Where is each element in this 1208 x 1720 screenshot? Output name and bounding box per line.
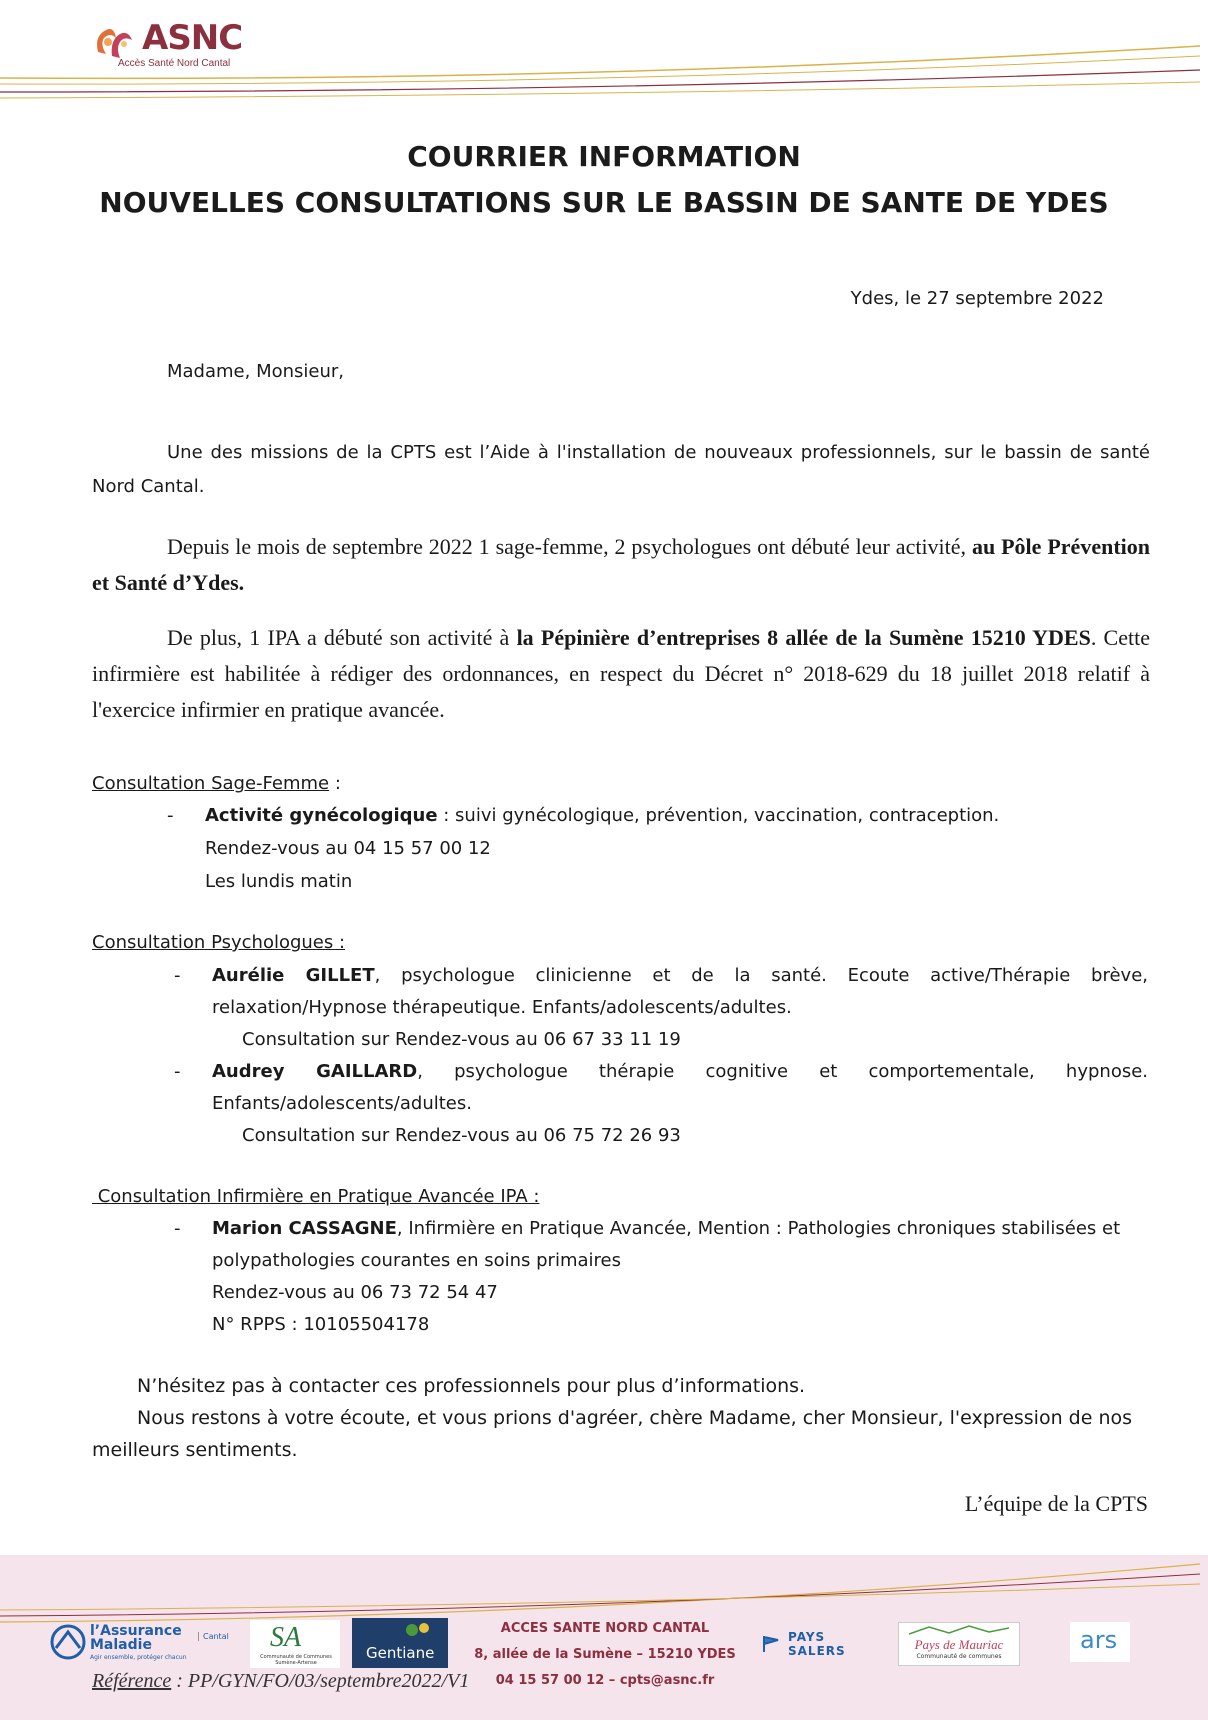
ars-text: ars [1080,1626,1118,1654]
sage-femme-item [205,800,1145,832]
salers-text-2: SALERS [788,1644,846,1658]
closing-line-2: Nous restons à votre écoute, et vous prions d'agréer, chère Madame, cher Monsieur, l'expression de nos meilleurs sentiments. [92,1407,1133,1461]
sumene-artense-logo [250,1620,340,1668]
sage-femme-heading-suffix: : [329,773,341,794]
sage-femme-hours: Les lundis matin [205,871,353,892]
psy-2-desc: , psychologue thérapie cognitive et comportementale, hypnose. Enfants/adolescents/adultes. [212,1061,1148,1114]
psy-1-dash: - [174,965,181,986]
salers-flag-icon [762,1634,782,1654]
closing-line-1: N’hésitez pas à contacter ces professionnels pour plus d’informations. [137,1375,806,1397]
psy-2-dash: - [174,1061,181,1082]
ipa-rpps: N° RPPS : 10105504178 [212,1314,430,1335]
ipa-heading: Consultation Infirmière en Pratique Avancée IPA : [92,1186,540,1207]
signature: L’équipe de la CPTS [964,1491,1148,1516]
reference-value: : PP/GYN/FO/03/septembre2022/V1 [171,1670,470,1692]
reference [92,1670,469,1693]
sa-subtitle: Communauté de Communes Sumène-Artense [260,1654,332,1666]
gentiane-logo [352,1618,448,1668]
mauriac-hills-icon [909,1625,1009,1635]
psy-2-rdv: Consultation sur Rendez-vous au 06 75 72 26 93 [242,1125,681,1146]
paragraph-ipa-bold: la Pépinière d’entreprises 8 allée de la Sumène 15210 YDES [516,625,1091,650]
paragraph-pole-text: Depuis le mois de septembre 2022 1 sage-femme, 2 psychologues ont débuté leur activité, [167,534,972,559]
sa-text: SA [270,1622,302,1653]
footer-contact: 04 15 57 00 12 – cpts@asnc.fr [495,1673,715,1688]
letter-date: Ydes, le 27 septembre 2022 [850,288,1104,309]
footer-org-name: ACCES SANTE NORD CANTAL [500,1621,710,1636]
ipa-dash: - [174,1218,181,1239]
ars-logo [1070,1622,1130,1662]
reference-label: Référence [92,1670,172,1692]
sage-femme-item-text: : suivi gynécologique, prévention, vaccination, contraception. [437,805,1000,826]
ipa-name: Marion CASSAGNE [212,1218,397,1239]
salers-text-1: PAYS [788,1630,826,1644]
logo-subtitle: Accès Santé Nord Cantal [118,58,231,69]
sage-femme-item-bold: Activité gynécologique [205,805,438,826]
ipa-item [212,1213,1148,1277]
assurance-maladie-icon [48,1622,88,1662]
psy-1-item [212,960,1148,1024]
intro-paragraph: Une des missions de la CPTS est l’Aide à l'installation de nouveaux professionnels, sur le bassin de santé Nord Cantal. [92,442,1150,497]
assurance-maladie-logo [48,1622,229,1662]
title-line-1: COURRIER INFORMATION [407,140,801,173]
cantal-label: Cantal [198,1632,229,1641]
psy-2-item [212,1056,1148,1120]
paragraph-ipa-text2: . Cette infirmière est habilitée à rédiger des ordonnances, en respect du Décret n° 2018-629 du 18 juillet 2018 relatif à l'exercice infirmier en pratique avancée. [92,625,1150,722]
footer-address: 8, allée de la Sumène – 15210 YDES [474,1647,736,1662]
gentiane-flower-icon [402,1620,442,1640]
assurance-text: l’Assurance [90,1623,182,1639]
ipa-phone: Rendez-vous au 06 73 72 54 47 [212,1282,498,1303]
sage-femme-dash: - [167,805,174,826]
mauriac-subtitle: Communauté de communes [916,1653,1002,1660]
footer-org-block [440,1616,770,1694]
mauriac-text: Pays de Mauriac [914,1637,1004,1652]
psy-1-rdv: Consultation sur Rendez-vous au 06 67 33 11 19 [242,1029,681,1050]
sage-femme-phone: Rendez-vous au 04 15 57 00 12 [205,838,491,859]
psychologues-heading: Consultation Psychologues : [92,932,346,953]
assurance-text-2: Maladie [90,1637,152,1653]
header-decorative-lines [0,40,1208,110]
psy-2-name: Audrey GAILLARD [212,1061,418,1082]
title-line-2: NOUVELLES CONSULTATIONS SUR LE BASSIN DE SANTE DE YDES [99,186,1109,219]
paragraph-pole-bold: au Pôle Prévention et Santé d’Ydes. [92,534,1150,595]
salutation: Madame, Monsieur, [167,361,345,382]
gentiane-text: Gentiane [366,1644,435,1662]
psy-1-name: Aurélie GILLET [212,965,375,986]
sage-femme-heading [92,768,341,800]
paragraph-ipa [92,620,1150,728]
psy-1-desc: , psychologue clinicienne et de la santé. Ecoute active/Thérapie brève, relaxation/Hypnose thérapeutique. Enfants/adolescents/adultes. [212,965,1148,1018]
assurance-tagline: Agir ensemble, protéger chacun [90,1654,187,1661]
pays-salers-logo [762,1630,872,1660]
paragraph-ipa-text1: De plus, 1 IPA a débuté son activité à [167,625,517,650]
logo-text: ASNC [142,18,243,58]
ipa-desc: , Infirmière en Pratique Avancée, Mention : Pathologies chroniques stabilisées et polypathologies courantes en soins primaires [212,1218,1121,1271]
sage-femme-heading-text: Consultation Sage-Femme [92,773,330,794]
paragraph-pole [92,529,1150,601]
pays-mauriac-logo [898,1622,1020,1666]
